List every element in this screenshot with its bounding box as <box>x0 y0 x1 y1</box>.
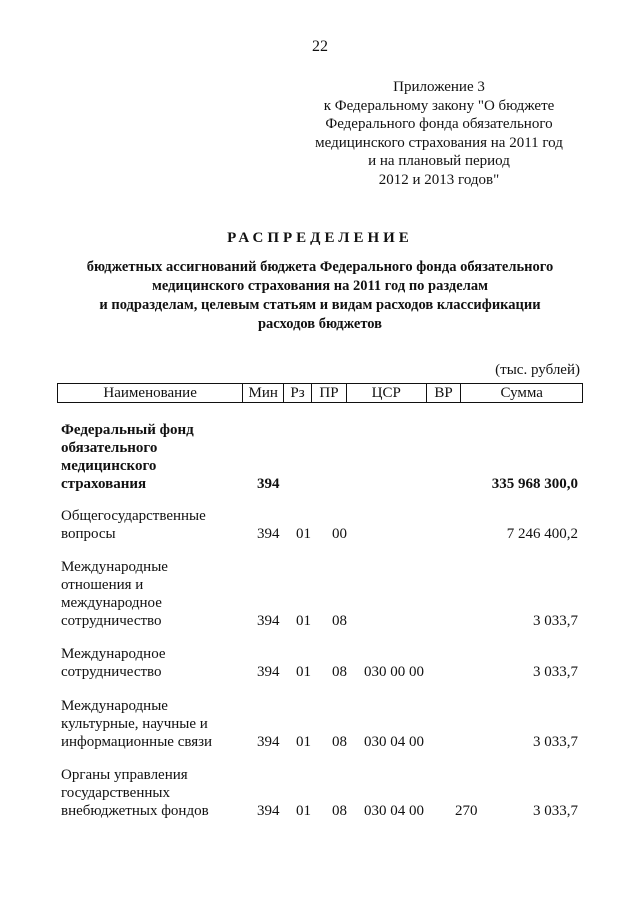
row-name-line: вопросы <box>61 526 116 542</box>
table-header <box>57 383 583 403</box>
row-min: 394 <box>257 803 280 819</box>
row-pr: 08 <box>332 734 347 750</box>
appendix-line: Приложение 3 <box>393 79 485 95</box>
header-rz: Рз <box>284 384 312 402</box>
row-rz: 01 <box>296 664 311 680</box>
subtitle-line: медицинского страхования на 2011 год по разделам <box>152 278 488 294</box>
row-rz: 01 <box>296 803 311 819</box>
row-min: 394 <box>257 734 280 750</box>
row-sum: 3 033,7 <box>533 734 578 750</box>
row-pr: 00 <box>332 526 347 542</box>
appendix-line: и на плановый период <box>368 153 510 169</box>
header-csr: ЦСР <box>347 384 427 402</box>
row-sum: 3 033,7 <box>533 613 578 629</box>
appendix-line: Федерального фонда обязательного <box>325 116 553 132</box>
header-pr: ПР <box>312 384 347 402</box>
row-pr: 08 <box>332 664 347 680</box>
row-sum: 3 033,7 <box>533 803 578 819</box>
row-name-line: государственных <box>61 785 170 801</box>
row-name-line: информационные связи <box>61 734 213 750</box>
subtitle-line: и подразделам, целевым статьям и видам расходов классификации <box>99 297 541 313</box>
row-pr: 08 <box>332 803 347 819</box>
row-csr: 030 04 00 <box>364 734 424 750</box>
row-name-line: отношения и <box>61 577 144 593</box>
table-row <box>57 558 583 630</box>
row-vr: 270 <box>455 803 478 819</box>
row-pr: 08 <box>332 613 347 629</box>
header-name: Наименование <box>58 384 243 402</box>
row-rz: 01 <box>296 526 311 542</box>
subtitle-line: расходов бюджетов <box>257 316 382 332</box>
row-name <box>61 421 241 493</box>
row-min: 394 <box>257 613 280 629</box>
units-label: (тыс. рублей) <box>495 362 580 378</box>
appendix-line: 2012 и 2013 годов" <box>378 171 500 188</box>
document-subtitle <box>0 258 640 334</box>
header-sum: Сумма <box>500 384 543 401</box>
table-row <box>57 766 583 820</box>
row-rz: 01 <box>296 613 311 629</box>
row-name-line: внебюджетных фондов <box>61 803 209 819</box>
row-name <box>61 507 241 543</box>
row-min: 394 <box>257 476 280 492</box>
row-name-line: Федеральный фонд <box>61 422 194 438</box>
row-name <box>61 697 241 751</box>
table-row <box>57 697 583 751</box>
row-name-line: культурные, научные и <box>61 716 208 732</box>
row-csr: 030 04 00 <box>364 803 424 819</box>
table-row <box>57 421 583 493</box>
row-name-line: обязательного <box>61 440 158 456</box>
appendix-line: к Федеральному закону "О бюджете <box>323 97 555 114</box>
row-name-line: Международное <box>61 646 166 662</box>
row-sum: 3 033,7 <box>533 664 578 680</box>
row-sum: 335 968 300,0 <box>491 476 578 492</box>
row-min: 394 <box>257 664 280 680</box>
appendix-line: медицинского страхования на 2011 год <box>315 134 563 151</box>
row-name <box>61 558 241 630</box>
document-title: РАСПРЕДЕЛЕНИЕ <box>227 230 413 246</box>
row-name-line: Международные <box>61 559 168 575</box>
row-name <box>61 645 241 681</box>
table-row <box>57 507 583 543</box>
row-rz: 01 <box>296 734 311 750</box>
row-name-line: Международные <box>61 698 168 714</box>
appendix-note <box>300 78 578 189</box>
page-number: 22 <box>312 38 328 55</box>
row-min: 394 <box>257 526 280 542</box>
row-name-line: сотрудничество <box>61 664 162 680</box>
header-min: Мин <box>243 384 284 402</box>
row-name-line: медицинского <box>61 458 157 474</box>
row-sum: 7 246 400,2 <box>506 526 578 542</box>
row-name-line: Общегосударственные <box>61 508 206 524</box>
header-vr: ВР <box>427 384 462 402</box>
subtitle-line: бюджетных ассигнований бюджета Федерального фонда обязательного <box>86 259 554 275</box>
row-name <box>61 766 241 820</box>
row-name-line: Органы управления <box>61 767 188 783</box>
row-name-line: международное <box>61 595 162 611</box>
row-name-line: сотрудничество <box>61 613 162 629</box>
row-csr: 030 00 00 <box>364 664 424 680</box>
table-row <box>57 645 583 681</box>
row-name-line: страхования <box>61 476 147 492</box>
